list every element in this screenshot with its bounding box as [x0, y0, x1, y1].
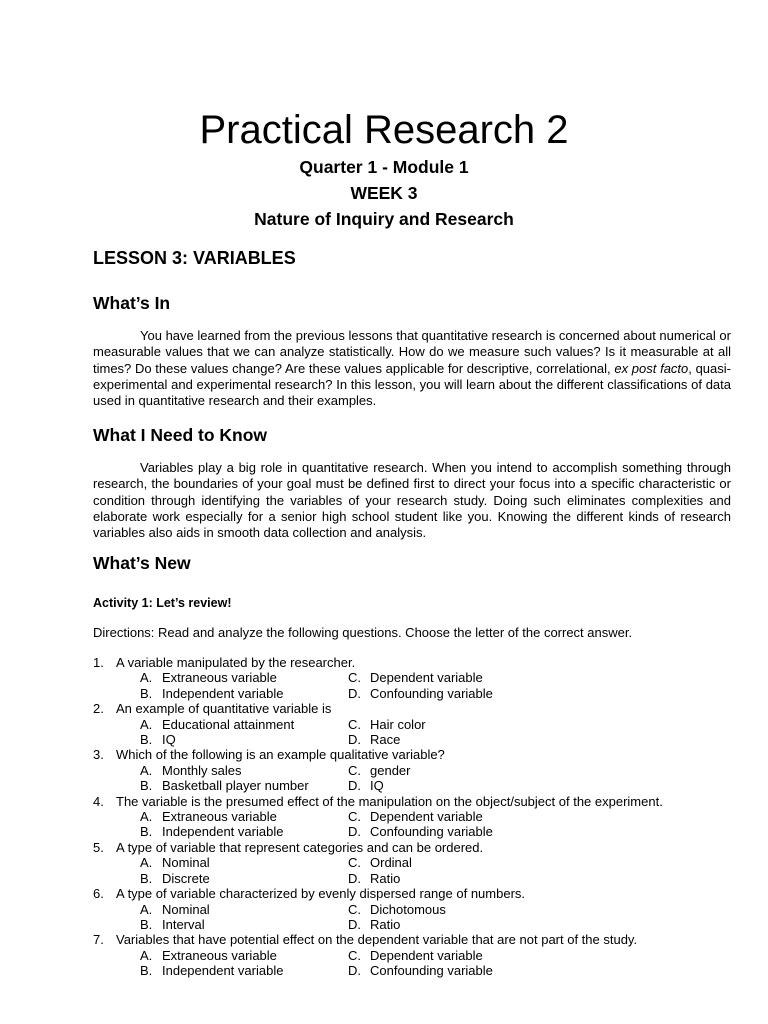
question-item	[93, 747, 733, 793]
option-text: Nominal	[162, 855, 210, 871]
option-row	[93, 902, 733, 917]
whats-in-text-1: You have learned from the previous lessons that quantitative research is concerned about numerical or measurable values that we can analyze statistically. How do we measure such values? Is it measurable at all times? Do these values change? Are these values applicable for descriptive, correlational,	[93, 328, 731, 376]
option-letter: C.	[348, 716, 361, 732]
question-item	[93, 932, 733, 978]
option-letter: D.	[348, 963, 361, 979]
answer-option-d[interactable]	[348, 963, 493, 978]
option-row	[93, 963, 733, 978]
option-letter: D.	[348, 685, 361, 701]
question-number: 6.	[93, 886, 104, 902]
option-letter: D.	[348, 778, 361, 794]
whats-in-text-italic: ex post facto	[614, 360, 689, 376]
question-number: 7.	[93, 932, 104, 948]
option-letter: C.	[348, 947, 361, 963]
option-letter: A.	[140, 901, 153, 917]
option-letter: A.	[140, 762, 153, 778]
section-heading-whats-in: What’s In	[93, 293, 171, 313]
option-text: Independent variable	[162, 824, 284, 840]
answer-option-b[interactable]	[140, 963, 348, 978]
option-text: Hair color	[370, 716, 426, 732]
question-list	[93, 655, 733, 979]
option-letter: D.	[348, 824, 361, 840]
question-text: Variables that have potential effect on the dependent variable that are not part of the study.	[116, 932, 638, 948]
question-item	[93, 886, 733, 932]
option-text: Dichotomous	[370, 901, 446, 917]
answer-option-c[interactable]	[348, 670, 483, 685]
answer-option-d[interactable]	[348, 871, 400, 886]
option-letter: A.	[140, 809, 153, 825]
answer-option-c[interactable]	[348, 902, 446, 917]
question-number: 4.	[93, 793, 104, 809]
answer-option-d[interactable]	[348, 917, 400, 932]
answer-option-a[interactable]	[140, 855, 348, 870]
option-row	[93, 732, 733, 747]
option-row	[93, 948, 733, 963]
answer-option-d[interactable]	[348, 824, 493, 839]
answer-option-b[interactable]	[140, 732, 348, 747]
subtitle-topic: Nature of Inquiry and Research	[254, 209, 514, 229]
lesson-heading: LESSON 3: VARIABLES	[93, 248, 296, 268]
answer-option-b[interactable]	[140, 686, 348, 701]
page-title: Practical Research 2	[199, 108, 569, 152]
answer-option-c[interactable]	[348, 855, 412, 870]
answer-option-d[interactable]	[348, 686, 493, 701]
directions-text: Directions: Read and analyze the following questions. Choose the letter of the correct answer.	[93, 625, 633, 640]
option-text: Extraneous variable	[162, 809, 277, 825]
option-text: IQ	[370, 778, 384, 794]
answer-option-c[interactable]	[348, 809, 483, 824]
question-stem	[93, 840, 733, 855]
option-row	[93, 717, 733, 732]
answer-option-a[interactable]	[140, 902, 348, 917]
answer-option-b[interactable]	[140, 917, 348, 932]
option-letter: B.	[140, 778, 153, 794]
whats-in-paragraph	[93, 328, 731, 409]
option-letter: A.	[140, 670, 153, 686]
option-text: Independent variable	[162, 685, 284, 701]
option-text: Ordinal	[370, 855, 412, 871]
subtitle-quarter-module: Quarter 1 - Module 1	[299, 157, 469, 177]
option-row	[93, 778, 733, 793]
section-heading-what-i-need-to-know: What I Need to Know	[93, 425, 268, 445]
option-text: Ratio	[370, 870, 401, 886]
question-number: 1.	[93, 655, 104, 670]
option-row	[93, 917, 733, 932]
answer-option-c[interactable]	[348, 948, 483, 963]
option-text: Discrete	[162, 870, 210, 886]
option-text: Monthly sales	[162, 762, 242, 778]
option-letter: C.	[348, 855, 361, 871]
option-text: Nominal	[162, 901, 210, 917]
option-letter: A.	[140, 855, 153, 871]
question-stem	[93, 701, 733, 716]
option-text: IQ	[162, 732, 176, 748]
option-row	[93, 855, 733, 870]
option-text: Ratio	[370, 916, 401, 932]
answer-option-b[interactable]	[140, 778, 348, 793]
question-item	[93, 701, 733, 747]
activity-title: Activity 1: Let’s review!	[93, 596, 232, 610]
section-heading-whats-new: What’s New	[93, 553, 191, 573]
what-i-need-paragraph: Variables play a big role in quantitative research. When you intend to accomplish something through research, the boundaries of your goal must be defined first to direct your focus into a specific characteristic or condition through identifying the variables of your research study. Doing such eliminates complexities and elaborate work especially for a senior high school student like you. Knowing the different kinds of research variables also aids in smooth data collection and analysis.	[93, 460, 731, 541]
option-text: gender	[370, 762, 411, 778]
option-letter: B.	[140, 732, 153, 748]
question-number: 3.	[93, 747, 104, 763]
answer-option-a[interactable]	[140, 763, 348, 778]
option-row	[93, 670, 733, 685]
question-text: The variable is the presumed effect of the manipulation on the object/subject of the experiment.	[116, 793, 663, 809]
answer-option-c[interactable]	[348, 763, 410, 778]
option-text: Dependent variable	[370, 809, 483, 825]
answer-option-b[interactable]	[140, 824, 348, 839]
option-text: Basketball player number	[162, 778, 309, 794]
question-stem	[93, 794, 733, 809]
option-text: Interval	[162, 916, 205, 932]
option-letter: D.	[348, 870, 361, 886]
question-item	[93, 794, 733, 840]
question-number: 5.	[93, 839, 104, 855]
option-text: Race	[370, 732, 401, 748]
answer-option-a[interactable]	[140, 948, 348, 963]
answer-option-a[interactable]	[140, 809, 348, 824]
option-letter: C.	[348, 670, 361, 686]
question-item	[93, 840, 733, 886]
option-letter: A.	[140, 716, 153, 732]
option-letter: B.	[140, 824, 153, 840]
answer-option-b[interactable]	[140, 871, 348, 886]
option-letter: B.	[140, 916, 153, 932]
question-stem	[93, 747, 733, 762]
question-number: 2.	[93, 701, 104, 717]
answer-option-a[interactable]	[140, 717, 348, 732]
answer-option-d[interactable]	[348, 732, 400, 747]
option-letter: B.	[140, 685, 153, 701]
question-text: A variable manipulated by the researcher.	[116, 655, 356, 670]
option-text: Confounding variable	[370, 685, 493, 701]
option-letter: A.	[140, 947, 153, 963]
option-row	[93, 809, 733, 824]
question-text: Which of the following is an example qualitative variable?	[116, 747, 445, 763]
option-letter: B.	[140, 870, 153, 886]
option-text: Confounding variable	[370, 963, 493, 979]
answer-option-c[interactable]	[348, 717, 426, 732]
option-text: Dependent variable	[370, 670, 483, 686]
option-letter: C.	[348, 762, 361, 778]
option-row	[93, 824, 733, 839]
option-row	[93, 871, 733, 886]
option-text: Extraneous variable	[162, 670, 277, 686]
answer-option-d[interactable]	[348, 778, 384, 793]
question-stem	[93, 655, 733, 670]
option-text: Confounding variable	[370, 824, 493, 840]
option-letter: D.	[348, 732, 361, 748]
option-text: Extraneous variable	[162, 947, 277, 963]
answer-option-a[interactable]	[140, 670, 348, 685]
question-item	[93, 655, 733, 701]
question-text: A type of variable that represent categories and can be ordered.	[116, 839, 484, 855]
whats-in-text-2: , quasi-experimental and experimental research? In this lesson, you will learn about the different classifications of data used in quantitative research and their examples.	[93, 360, 731, 409]
option-row	[93, 686, 733, 701]
question-stem	[93, 886, 733, 901]
subtitle-week: WEEK 3	[350, 183, 418, 203]
option-letter: B.	[140, 963, 153, 979]
option-letter: C.	[348, 901, 361, 917]
option-text: Dependent variable	[370, 947, 483, 963]
option-row	[93, 763, 733, 778]
option-letter: C.	[348, 809, 361, 825]
question-text: A type of variable characterized by evenly dispersed range of numbers.	[116, 886, 526, 902]
question-stem	[93, 932, 733, 947]
option-text: Independent variable	[162, 963, 284, 979]
option-text: Educational attainment	[162, 716, 295, 732]
option-letter: D.	[348, 916, 361, 932]
question-text: An example of quantitative variable is	[116, 701, 332, 717]
